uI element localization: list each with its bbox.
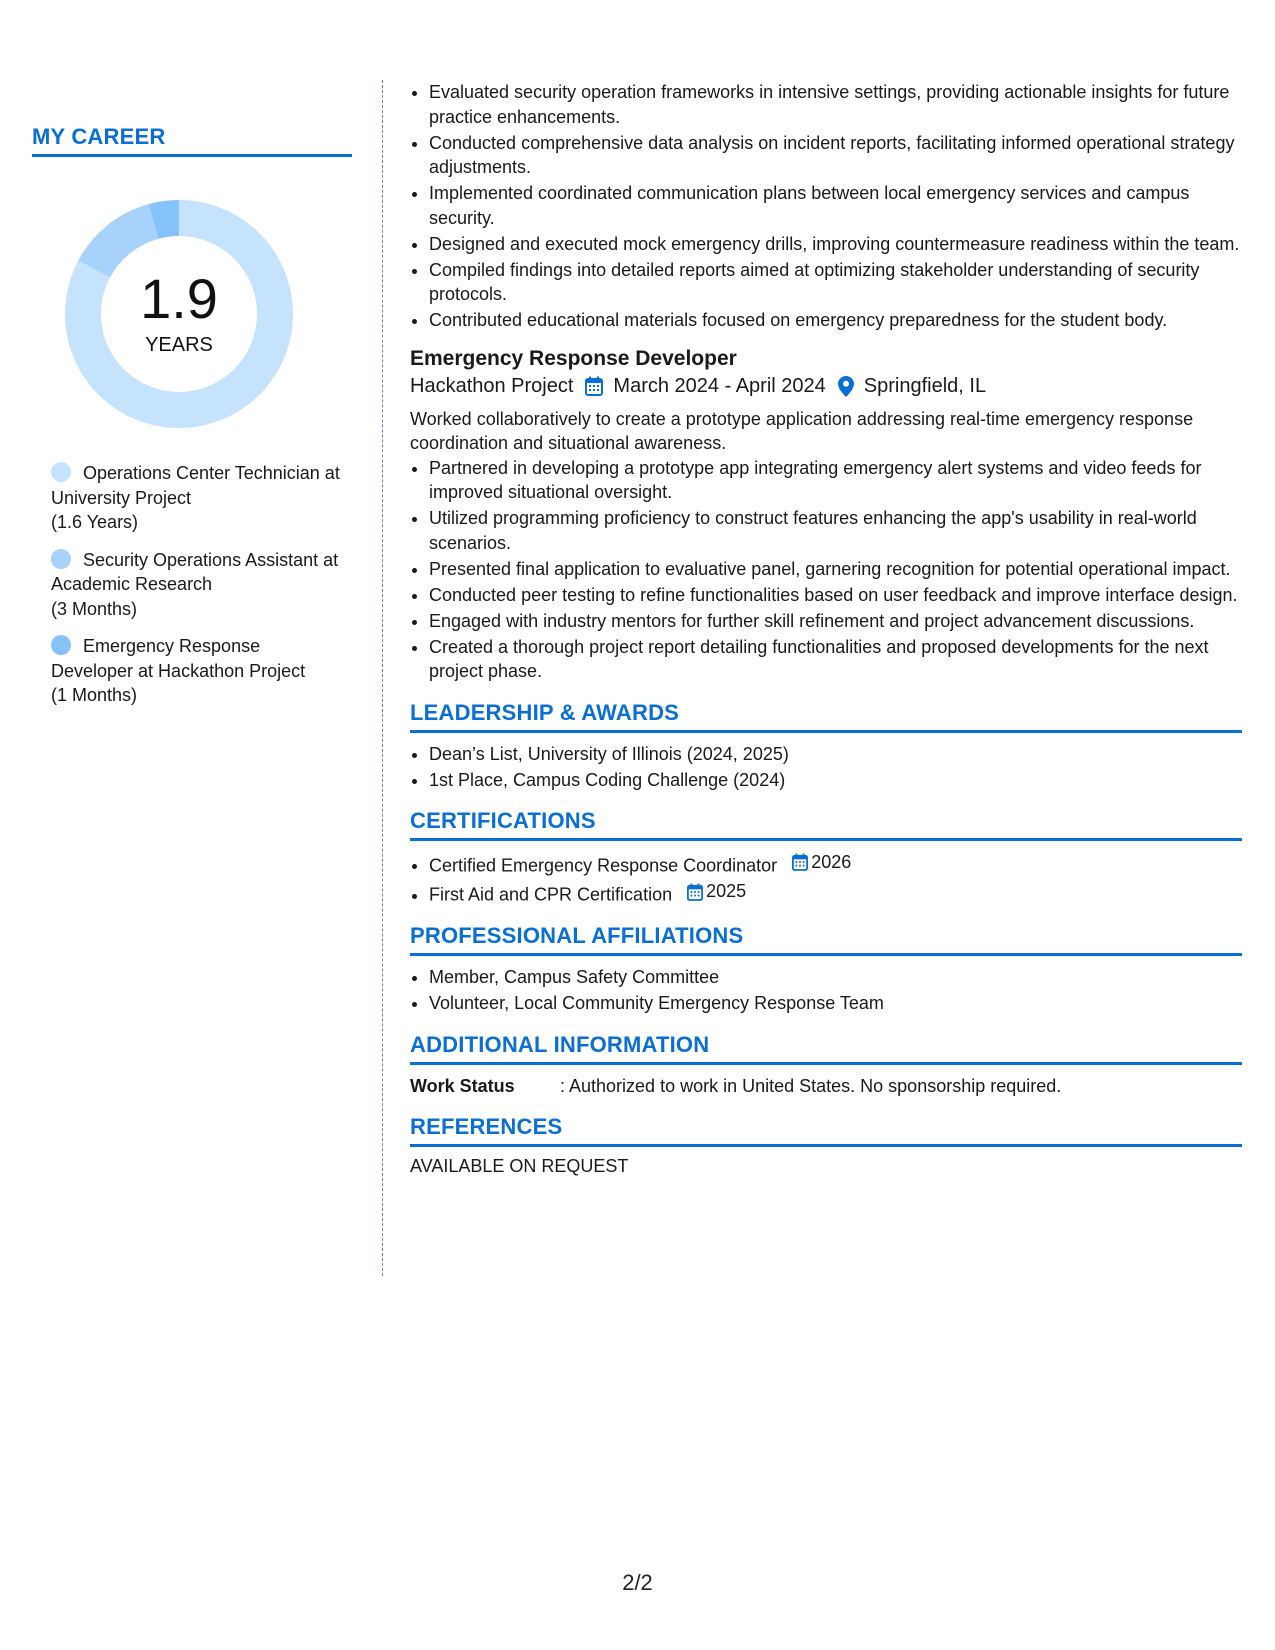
calendar-icon bbox=[792, 853, 808, 871]
cert-year: 2025 bbox=[706, 881, 747, 902]
certifications-section bbox=[410, 808, 1242, 907]
job-title: Emergency Response Developer bbox=[410, 346, 737, 370]
work-status-label: Work Status bbox=[410, 1075, 515, 1096]
cert-name: First Aid and CPR Certification bbox=[429, 884, 673, 905]
legend-dot bbox=[51, 549, 71, 569]
legend-item bbox=[51, 548, 341, 622]
career-section-title: MY CAREER bbox=[32, 124, 352, 157]
work-status-value: : Authorized to work in United States. No sponsorship required. bbox=[560, 1075, 1062, 1096]
list-item: • Member, Campus Safety Committee bbox=[429, 965, 1242, 990]
legend-dot bbox=[51, 462, 71, 482]
cert-year: 2026 bbox=[811, 852, 852, 872]
list-item: • Contributed educational materials focused on emergency preparedness for the student body. bbox=[429, 308, 1242, 333]
job-summary: Worked collaboratively to create a prototype application addressing real-time emergency response coordination and situational awareness. bbox=[410, 408, 1194, 453]
work-status-row bbox=[410, 1074, 1242, 1098]
legend-label: Emergency Response Developer at Hackathon Project bbox=[51, 636, 306, 681]
sidebar bbox=[32, 124, 352, 721]
legend-duration: (1 Months) bbox=[51, 685, 138, 705]
career-donut-chart bbox=[64, 199, 294, 429]
legend-label: Operations Center Technician at University Project bbox=[51, 463, 340, 508]
affiliations-list bbox=[410, 965, 1242, 1016]
job-dates: March 2024 - April 2024 bbox=[613, 374, 826, 397]
affiliations-section bbox=[410, 923, 1242, 1016]
legend-item bbox=[51, 461, 341, 535]
list-item: • Evaluated security operation frameworks in intensive settings, providing actionable insights for future practice enhancements. bbox=[429, 80, 1242, 129]
list-item: • Utilized programming proficiency to construct features enhancing the app's usability in real-world scenarios. bbox=[429, 506, 1242, 555]
list-item: • Conducted peer testing to refine functionalities based on user feedback and improve interface design. bbox=[429, 583, 1242, 608]
experience-bullets bbox=[410, 80, 1242, 333]
main-column bbox=[410, 80, 1242, 1177]
cert-date bbox=[687, 879, 746, 904]
list-item: • Compiled findings into detailed reports aimed at optimizing stakeholder understanding of security protocols. bbox=[429, 258, 1242, 307]
list-item: • Designed and executed mock emergency drills, improving countermeasure readiness within the team. bbox=[429, 232, 1242, 257]
references-text: AVAILABLE ON REQUEST bbox=[410, 1155, 629, 1176]
job-location: Springfield, IL bbox=[863, 374, 987, 397]
total-years-unit: YEARS bbox=[145, 334, 213, 356]
certifications-list bbox=[410, 850, 1242, 907]
legend-duration: (3 Months) bbox=[51, 598, 138, 619]
career-legend bbox=[51, 461, 341, 708]
calendar-icon bbox=[585, 376, 603, 396]
awards-section bbox=[410, 700, 1242, 793]
additional-info-section bbox=[410, 1032, 1242, 1098]
legend-duration: (1.6 Years) bbox=[51, 512, 139, 532]
references-section bbox=[410, 1114, 1242, 1177]
list-item: • Conducted comprehensive data analysis on incident reports, facilitating informed operational strategy adjustments. bbox=[429, 131, 1242, 180]
list-item: • Implemented coordinated communication plans between local emergency services and campus security. bbox=[429, 181, 1242, 230]
page-number: 2/2 bbox=[622, 1570, 653, 1595]
awards-list bbox=[410, 742, 1242, 793]
legend-item bbox=[51, 634, 341, 708]
column-divider bbox=[382, 80, 383, 1276]
list-item: • Partnered in developing a prototype app integrating emergency alert systems and video feeds for improved situational oversight. bbox=[429, 456, 1242, 505]
cert-date bbox=[792, 850, 851, 875]
list-item: • Engaged with industry mentors for further skill refinement and project advancement discussions. bbox=[429, 609, 1242, 634]
list-item: • Created a thorough project report detailing functionalities and proposed developments for the next project phase. bbox=[429, 635, 1242, 684]
location-pin-icon bbox=[838, 376, 854, 397]
list-item: • Volunteer, Local Community Emergency Response Team bbox=[429, 991, 1242, 1016]
references-title: REFERENCES bbox=[410, 1114, 1242, 1147]
awards-title: LEADERSHIP & AWARDS bbox=[410, 700, 1242, 733]
job-meta bbox=[410, 375, 1242, 398]
cert-name: Certified Emergency Response Coordinator bbox=[429, 855, 778, 876]
legend-dot bbox=[51, 635, 71, 655]
job-bullets bbox=[410, 456, 1242, 684]
legend-label: Security Operations Assistant at Academic Research bbox=[51, 549, 339, 594]
certifications-title: CERTIFICATIONS bbox=[410, 808, 1242, 841]
additional-info-title: ADDITIONAL INFORMATION bbox=[410, 1032, 1242, 1065]
calendar-icon bbox=[687, 883, 703, 901]
affiliations-title: PROFESSIONAL AFFILIATIONS bbox=[410, 923, 1242, 956]
list-item: • 1st Place, Campus Coding Challenge (2024) bbox=[429, 768, 1242, 793]
job-company: Hackathon Project bbox=[410, 374, 574, 397]
total-years-value: 1.9 bbox=[140, 267, 218, 330]
list-item: • Dean’s List, University of Illinois (2024, 2025) bbox=[429, 742, 1242, 767]
list-item: • Presented final application to evaluative panel, garnering recognition for potential operational impact. bbox=[429, 557, 1242, 582]
list-item bbox=[429, 879, 1242, 907]
list-item bbox=[429, 850, 1242, 878]
